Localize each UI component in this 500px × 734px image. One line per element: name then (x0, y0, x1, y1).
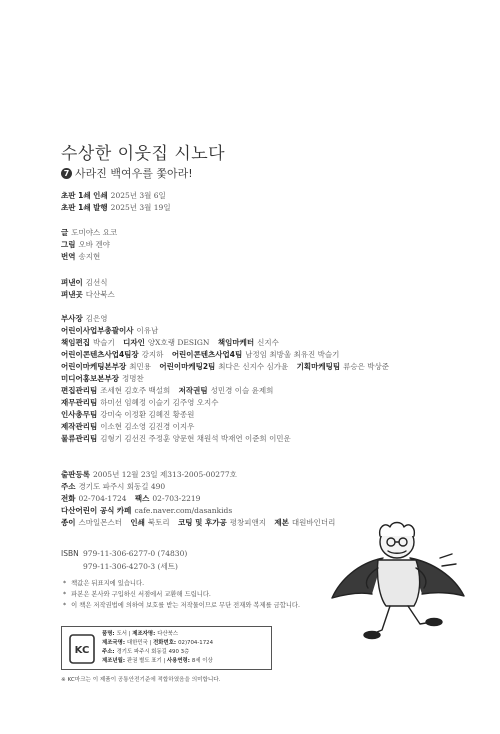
staff-line: 재무관리팀 하미선 임혜정 이슬기 김주영 오지수 (61, 398, 219, 407)
publisher-block (61, 277, 115, 301)
credit-line: 글 도미야스 요코 (61, 228, 118, 237)
credit-line: 펴낸곳 다산북스 (61, 290, 115, 299)
staff-line: 인사총무팀 강미숙 이정환 김혜진 황종원 (61, 410, 195, 419)
registration-block (61, 469, 341, 529)
kc-row: 제조국명: 대한민국 | 전화번호: 02)704-1724 (102, 640, 214, 646)
staff-line: 어린이마케팅본부장 최민용 어린이마케팅2팀 최다은 신지수 심가윤 기획마케팅팀 류승은 박상준 (61, 362, 390, 371)
credit-line: 그림 오바 겐야 (61, 240, 110, 249)
kc-footnote: ※ KC마크는 이 제품이 공통안전기준에 적합하였음을 의미합니다. (61, 677, 221, 683)
staff-line: 책임편집 박슬기 디자인 양X호랭 DESIGN 책임마케터 신지수 (61, 338, 279, 347)
note-line: * 파본은 본사와 구입하신 서점에서 교환해 드립니다. (63, 591, 211, 598)
kc-row: 품명: 도서 | 제조자명: 다산북스 (102, 631, 179, 637)
kc-row: 제조년월: 판권 별도 표기 | 사용연령: 8세 이상 (102, 658, 213, 664)
isbn-block (61, 547, 187, 573)
credit-line: 펴낸이 김선식 (61, 278, 108, 287)
isbn-line: 979-11-306-4270-3 (세트) (83, 562, 178, 571)
credit-line: 초판 1쇄 인쇄 2025년 3월 6일 (61, 191, 166, 200)
staff-line: 편집관리팀 조세현 김호주 백설희 저작권팀 성민경 이슬 윤제희 (61, 386, 274, 395)
old-man-character-icon (328, 518, 468, 648)
subtitle-text: 사라진 백여우를 쫓아라! (75, 167, 193, 180)
creators-block (61, 227, 117, 263)
isbn-line: ISBN 979-11-306-6277-0 (74830) (61, 549, 188, 558)
registration-line: 전화 02-704-1724 팩스 02-703-2219 (61, 494, 201, 503)
note-line: * 이 책은 저작권법에 의하여 보호를 받는 저작물이므로 무단 전재와 복제를 금합니다. (63, 602, 300, 609)
svg-text:KC: KC (74, 645, 90, 656)
credit-line: 번역 송지현 (61, 252, 101, 261)
notes-block (63, 578, 300, 611)
kc-mark-icon (69, 634, 95, 664)
staff-line: 어린이콘텐츠사업4팀장 강지하 어린이콘텐츠사업4팀 남정임 최방울 최유진 박슬기 (61, 350, 340, 359)
book-title: 수상한 이웃집 시노다 (61, 144, 226, 164)
kc-certification-box (61, 626, 272, 670)
staff-line: 부사장 김은영 (61, 314, 108, 323)
registration-line: 주소 경기도 파주시 회동길 490 (61, 482, 166, 491)
staff-line: 제작관리팀 이소현 김소영 김진경 이지우 (61, 422, 195, 431)
isbn-label: ISBN (61, 549, 79, 558)
kc-info (102, 630, 213, 666)
printing-block (61, 190, 171, 214)
staff-line: 어린이사업부총괄이사 이유남 (61, 326, 159, 335)
registration-line: 다산어린이 공식 카페 cafe.naver.com/dasankids (61, 506, 233, 515)
volume-badge: 7 (61, 168, 72, 179)
credit-line: 초판 1쇄 발행 2025년 3월 19일 (61, 203, 171, 212)
staff-line: 물류관리팀 김형기 김선진 주정훈 양문현 채원석 박재연 이준희 이민운 (61, 434, 291, 443)
staff-line: 미디어홍보본부장 정명찬 (61, 374, 144, 383)
note-line: * 책값은 뒤표지에 있습니다. (63, 580, 145, 587)
staff-block (61, 313, 395, 445)
book-subtitle (61, 165, 193, 181)
registration-line: 종이 스마일몬스터 인쇄 북토리 코팅 및 후가공 평창피앤지 제본 대원바인더리 (61, 518, 336, 527)
registration-line: 출판등록 2005년 12월 23일 제313-2005-00277호 (61, 470, 237, 479)
kc-row: 주소: 경기도 파주시 회동길 490 3층 (102, 649, 190, 655)
